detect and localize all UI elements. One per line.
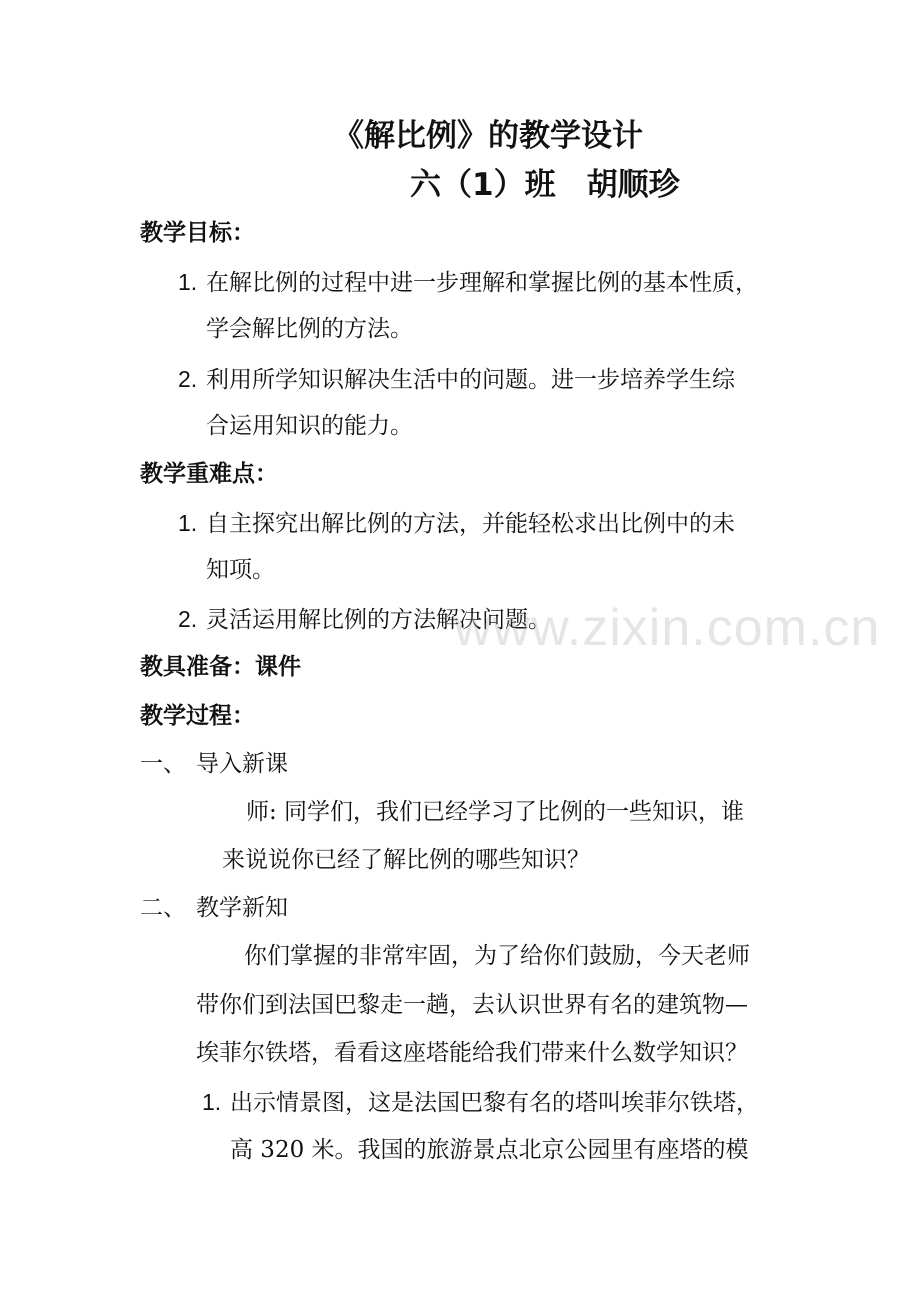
key-point-1-line-2: 知项。: [206, 557, 275, 583]
objective-1-line-2: 学会解比例的方法。: [206, 316, 413, 342]
section-1-para-line-1: 师: 同学们，我们已经学习了比例的一些知识，谁: [246, 799, 745, 825]
section-number: 一、: [140, 751, 186, 777]
list-text: 出示情景图，这是法国巴黎有名的塔叫埃菲尔铁塔，: [230, 1090, 759, 1116]
list-number: 2.: [178, 366, 198, 392]
document-title: 《解比例》的教学设计: [333, 118, 643, 154]
section-1-para-line-2: 来说说你已经了解比例的哪些知识？: [222, 847, 590, 873]
list-number: 1.: [178, 510, 198, 536]
list-text: 利用所学知识解决生活中的问题。进一步培养学生综: [206, 367, 735, 393]
objectives-heading: 教学目标：: [140, 220, 255, 246]
section-title: 导入新课: [196, 751, 288, 777]
section-2-para-line-3: 埃菲尔铁塔，看看这座塔能给我们带来什么数学知识？: [196, 1040, 748, 1066]
list-number: 1.: [202, 1089, 222, 1115]
materials-line: 教具准备：课件: [140, 654, 301, 680]
list-number: 2.: [178, 606, 198, 632]
objective-1-line-1: [178, 267, 758, 298]
section-2-para-line-1: 你们掌握的非常牢固，为了给你们鼓励，今天老师: [244, 943, 750, 969]
section-1-heading: [140, 749, 288, 779]
section-number: 二、: [140, 895, 186, 921]
list-text: 灵活运用解比例的方法解决问题。: [206, 607, 551, 633]
section-title: 教学新知: [196, 895, 288, 921]
objective-2-line-1: [178, 364, 735, 395]
watermark: www.zixin.com.cn: [454, 599, 881, 657]
key-points-heading: 教学重难点：: [140, 461, 278, 487]
list-text: 在解比例的过程中进一步理解和掌握比例的基本性质，: [206, 270, 758, 296]
key-point-1-line-1: [178, 508, 735, 539]
list-number: 1.: [178, 269, 198, 295]
document-subtitle: 六（1）班 胡顺珍: [410, 167, 680, 203]
section-2-item-1-line-2: 高 320 米。我国的旅游景点北京公园里有座塔的模: [230, 1137, 749, 1163]
section-2-item-1-line-1: [202, 1087, 759, 1118]
section-2-heading: [140, 893, 288, 923]
objective-2-line-2: 合运用知识的能力。: [206, 413, 413, 439]
section-2-para-line-2: 带你们到法国巴黎走一趟，去认识世界有名的建筑物—: [196, 992, 748, 1018]
process-heading: 教学过程：: [140, 703, 255, 729]
list-text: 自主探究出解比例的方法，并能轻松求出比例中的未: [206, 511, 735, 537]
